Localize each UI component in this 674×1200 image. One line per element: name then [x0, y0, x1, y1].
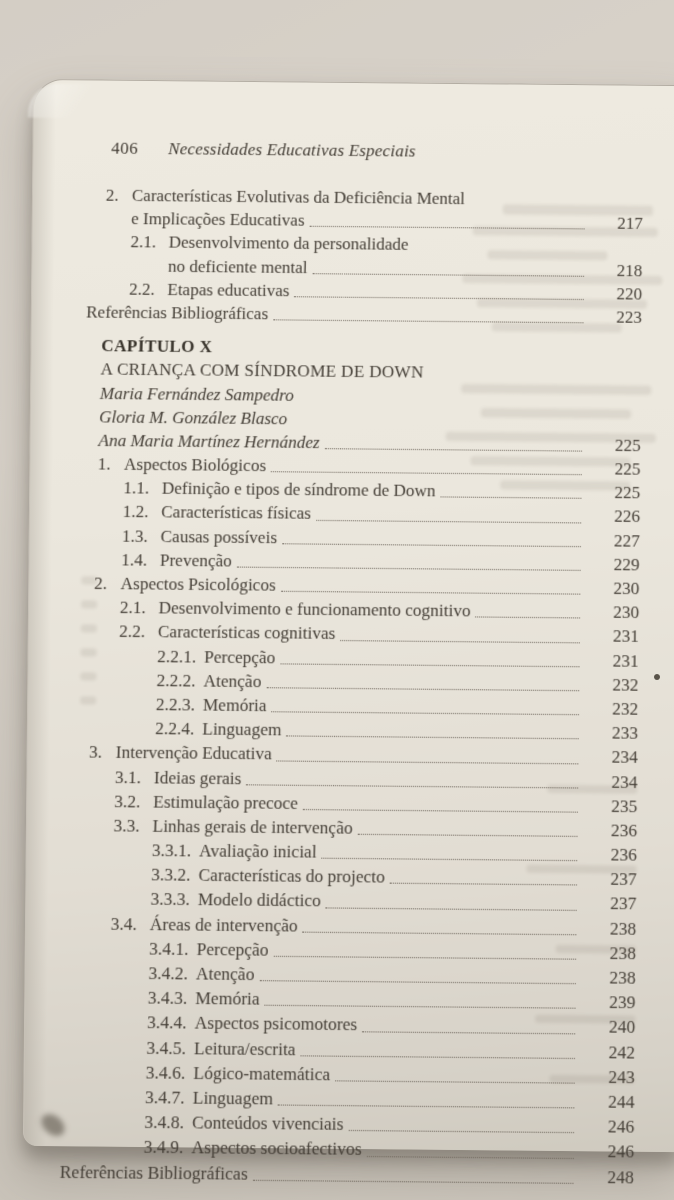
- toc-entry-number: 3.4.2.: [148, 963, 189, 984]
- toc-entry-number: 3.3.1.: [151, 840, 192, 861]
- toc-entry-number: 1.3.: [121, 525, 149, 546]
- folio-page-number: 406: [110, 138, 139, 158]
- toc-page-number: 236: [610, 820, 638, 841]
- running-title: Necessidades Educativas Especiais: [168, 139, 416, 161]
- toc-page-number: 225: [614, 482, 641, 503]
- dot-leader: [282, 525, 581, 552]
- toc-entry-number: 2.2.4.: [154, 718, 195, 739]
- bleedthrough-mark: [81, 648, 97, 656]
- toc-entry-title: Maria Fernández Sampedro: [99, 383, 295, 405]
- dot-leader: [259, 962, 576, 990]
- toc-entry-title: Desenvolvimento da personalidade: [168, 232, 409, 255]
- toc-page-number: 232: [612, 674, 639, 695]
- toc-entry-number: 1.2.: [122, 502, 149, 522]
- toc-entry-title: Percepção: [203, 646, 276, 668]
- bleedthrough-mark: [81, 600, 97, 608]
- toc-entry-number: 3.4.: [110, 913, 138, 934]
- toc-entry-title: Linhas gerais de intervenção: [152, 815, 353, 838]
- dot-leader: [286, 718, 579, 745]
- dot-leader: [274, 937, 577, 965]
- toc-entry-title: Aspectos socioafectivos: [191, 1137, 362, 1160]
- bleedthrough-mark: [556, 945, 636, 954]
- toc-entry-number: 2.1.: [119, 597, 147, 618]
- dot-leader: [277, 742, 579, 769]
- toc-entry-title: Leitura/escrita: [193, 1037, 296, 1060]
- dot-leader: [281, 573, 581, 600]
- toc-entry-title: Características físicas: [160, 502, 312, 524]
- toc-page-number: 240: [608, 1016, 636, 1038]
- toc-page-number: 242: [608, 1041, 636, 1063]
- page-corner-fold: [28, 84, 118, 119]
- toc-entry-number: 3.: [88, 742, 103, 763]
- toc-page-number: 248: [607, 1166, 634, 1188]
- bleedthrough-mark: [487, 250, 607, 260]
- dot-leader: [340, 622, 580, 648]
- toc-entry-title: Percepção: [196, 938, 269, 960]
- toc-page-number: 238: [609, 942, 637, 964]
- toc-line: [59, 1159, 634, 1190]
- toc-page-number: 246: [607, 1141, 635, 1163]
- toc-entry-title: Áreas de intervenção: [149, 913, 298, 936]
- dot-leader: [303, 913, 577, 940]
- toc-entry-number: 3.4.1.: [148, 938, 189, 959]
- bleedthrough-mark: [461, 384, 651, 395]
- bleedthrough-mark: [547, 785, 637, 794]
- toc-entry-title: Desenvolvimento e funcionamento cognitivo: [158, 598, 471, 621]
- toc-entry-number: 3.4.7.: [144, 1087, 185, 1108]
- toc-entry-number: 3.3.2.: [150, 864, 191, 886]
- bleedthrough-mark: [535, 1015, 635, 1024]
- dot-leader: [278, 1086, 575, 1114]
- toc-entry-title: Avaliação inicial: [198, 840, 317, 862]
- toc-entry-title: no deficiente mental: [167, 256, 308, 277]
- toc-entry-number: 3.3.: [113, 815, 141, 836]
- bleedthrough-mark: [477, 298, 647, 309]
- bleedthrough-mark: [527, 865, 637, 874]
- toc-entry-title: CAPÍTULO X: [101, 336, 213, 357]
- toc-page-number: 234: [611, 771, 638, 792]
- dot-leader: [301, 1037, 576, 1064]
- toc-page-number: 231: [612, 626, 640, 647]
- page-content: [59, 138, 643, 1189]
- toc-entry-number: 3.3.3.: [150, 889, 191, 910]
- dot-leader: [280, 645, 579, 672]
- toc-entry-title: Características Evolutivas da Deficiência Mental: [131, 185, 466, 209]
- toc-page-number: 229: [613, 554, 640, 575]
- toc-entry-number: 2.2.: [118, 621, 146, 642]
- bleedthrough-mark: [80, 672, 96, 680]
- toc-entry-title: Intervenção Educativa: [115, 742, 272, 764]
- toc-page-number: 243: [608, 1066, 635, 1088]
- dot-leader: [349, 1112, 575, 1139]
- toc-entry-number: 2.2.2.: [156, 670, 196, 691]
- toc-page-number: 233: [611, 722, 639, 744]
- toc-page-number: 238: [609, 967, 636, 988]
- toc-entry-title: Aspectos Psicológicos: [120, 573, 276, 595]
- toc-page-number: 223: [616, 307, 643, 327]
- toc-entry-number: 3.4.4.: [146, 1012, 187, 1034]
- toc-entry-title: A CRIANÇA COM SÍNDROME DE DOWN: [100, 359, 424, 383]
- toc-entry-title: Lógico-matemática: [193, 1062, 331, 1085]
- dot-leader: [322, 840, 578, 867]
- bleedthrough-mark: [473, 226, 658, 237]
- book-page: [23, 79, 674, 1188]
- toc-entry-title: Linguagem: [192, 1087, 274, 1109]
- bleedthrough-mark: [492, 322, 622, 332]
- toc-page-number: 225: [614, 435, 641, 456]
- toc-entry-title: Memória: [195, 988, 260, 1010]
- toc-entry-number: 2.2.3.: [155, 694, 196, 715]
- toc-entry-number: 1.4.: [121, 549, 148, 570]
- toc-page-number: 235: [611, 795, 638, 817]
- dot-leader: [253, 1161, 574, 1189]
- dot-leader: [303, 791, 578, 818]
- toc-entry-number: 1.1.: [123, 478, 150, 498]
- toc-entry-title: Etapas educativas: [167, 279, 290, 300]
- toc-entry-title: Modelo didáctico: [197, 889, 322, 912]
- dot-leader: [265, 987, 576, 1015]
- dot-leader: [335, 1062, 575, 1089]
- dot-leader: [271, 693, 579, 720]
- toc-entry-number: 3.1.: [114, 766, 142, 787]
- toc-page-number: 246: [607, 1116, 635, 1138]
- toc-page-number: 231: [612, 650, 639, 671]
- toc-entry-title: Definição e tipos de síndrome de Down: [161, 478, 436, 501]
- bleedthrough-mark: [481, 408, 631, 418]
- toc-entry-title: Prevenção: [159, 550, 233, 571]
- toc-page-number: 220: [616, 283, 643, 304]
- toc-entry-title: Linguagem: [202, 719, 282, 740]
- dot-leader: [475, 599, 580, 624]
- toc-entry-number: 2.: [105, 185, 119, 205]
- bleedthrough-mark: [500, 480, 630, 490]
- toc-page-number: 237: [610, 869, 637, 890]
- toc-entry-title: Memória: [202, 694, 267, 716]
- dot-leader: [367, 1137, 574, 1164]
- dot-leader: [237, 549, 581, 576]
- bleedthrough-mark: [81, 624, 97, 632]
- toc-entry-title: Ana Maria Martínez Hernández: [98, 430, 320, 453]
- dot-leader: [326, 889, 577, 916]
- toc-entry-number: 3.4.9.: [143, 1136, 184, 1158]
- toc-entry-title: Referências Bibliográficas: [59, 1161, 249, 1184]
- toc-page-number: 234: [611, 747, 638, 768]
- toc-entry-number: 3.4.3.: [147, 987, 188, 1009]
- toc-page-number: 238: [609, 918, 637, 939]
- toc-entry-number: 3.4.6.: [145, 1062, 186, 1083]
- toc-entry-title: Atenção: [195, 963, 255, 985]
- toc-entry-title: Aspectos psicomotores: [194, 1012, 358, 1035]
- toc-entry-title: Aspectos Biológicos: [123, 454, 267, 476]
- running-head: [91, 138, 644, 167]
- toc-page-number: 230: [613, 602, 640, 623]
- toc-entry-title: Estimulação precoce: [152, 791, 299, 813]
- toc-page-number: 244: [608, 1091, 635, 1113]
- toc-entry-number: 2.2.1.: [156, 646, 197, 667]
- toc-page-number: 227: [613, 530, 640, 551]
- toc-page-number: 217: [617, 213, 643, 234]
- toc-entry-title: Referências Bibliográficas: [85, 302, 269, 324]
- toc-entry-title: Características cognitivas: [157, 622, 336, 644]
- toc-entry-title: e Implicações Educativas: [130, 209, 305, 230]
- toc-page-number: 230: [613, 578, 640, 599]
- toc-entry-title: Ideias gerais: [153, 767, 242, 788]
- bleedthrough-mark: [81, 576, 97, 584]
- toc-page-number: 226: [614, 506, 641, 527]
- dot-leader: [316, 502, 581, 528]
- toc-page-number: 236: [610, 844, 637, 865]
- toc-entry-title: Causas possíveis: [160, 526, 278, 547]
- toc-entry-number: 3.4.8.: [144, 1111, 185, 1133]
- toc-page-number: 239: [609, 992, 636, 1013]
- bleedthrough-mark: [80, 696, 96, 704]
- toc-entry-title: Gloria M. González Blasco: [98, 406, 288, 429]
- toc-page-number: 225: [614, 459, 641, 479]
- toc-entry-number: 2.1.: [130, 232, 157, 252]
- toc-entry-number: 2.2.: [128, 279, 156, 299]
- bleedthrough-mark: [550, 1075, 635, 1084]
- toc-entry-title: Características do projecto: [198, 865, 386, 888]
- table-of-contents: [59, 183, 643, 1189]
- bleedthrough-mark: [462, 274, 662, 285]
- bleedthrough-mark: [503, 204, 653, 215]
- toc-entry-title: Conteúdos vivenciais: [191, 1112, 344, 1135]
- dot-leader: [246, 766, 578, 794]
- toc-entry-number: 3.2.: [113, 791, 141, 812]
- toc-entry-number: 3.4.5.: [146, 1037, 187, 1059]
- toc-entry-title: Atenção: [203, 670, 262, 692]
- bleedthrough-mark: [470, 456, 630, 467]
- dot-leader: [358, 816, 578, 843]
- dust-speck: [654, 674, 660, 680]
- toc-entry-number: 1.: [97, 454, 111, 474]
- toc-page-number: 237: [610, 893, 637, 915]
- toc-page-number: 232: [612, 698, 639, 719]
- toc-entry-number: 2.: [93, 573, 108, 594]
- dot-leader: [266, 669, 579, 696]
- toc-page-number: 218: [616, 260, 643, 280]
